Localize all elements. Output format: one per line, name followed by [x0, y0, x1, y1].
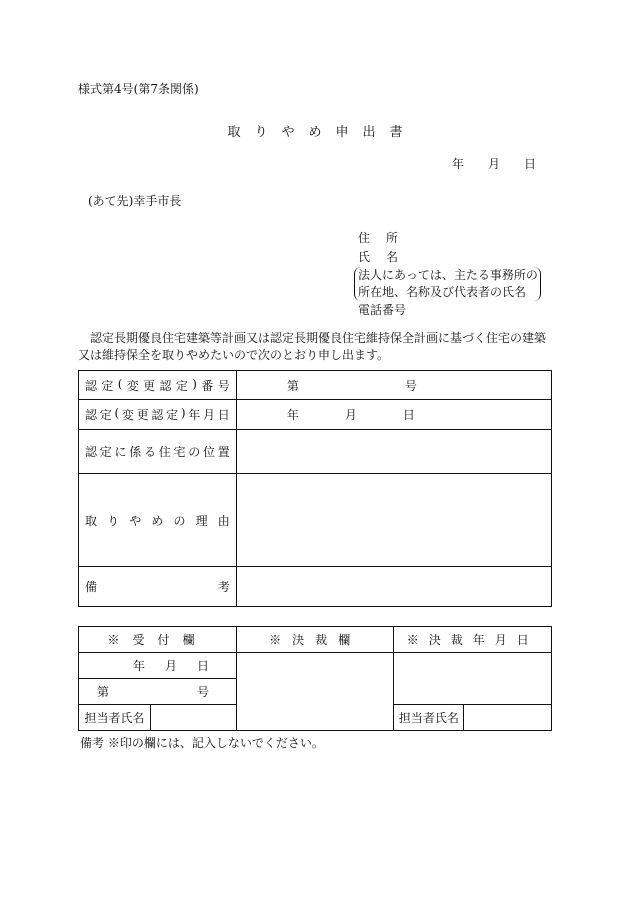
location-value[interactable] [236, 430, 551, 474]
form-number: 様式第4号(第7条関係) [78, 82, 199, 96]
decision-cell[interactable] [236, 653, 394, 731]
name-label-row: 氏 名 [358, 250, 398, 264]
footer-note: 備考 ※印の欄には、記入しないでください。 [80, 736, 324, 750]
table-row [79, 371, 552, 400]
submission-date [452, 155, 536, 172]
location-label: 認 定 に 係 る 住 宅 の 位 置 [79, 430, 237, 474]
reason-label: 取 り や め の 理 由 [79, 474, 237, 567]
date-month: 月 [487, 157, 500, 171]
phone-label: 電話番号 [358, 303, 407, 317]
address-label-row: 住 所 [358, 231, 398, 245]
reception-person-value[interactable] [150, 705, 236, 731]
cert-number-label: 認 定 ( 変 更 認 定 ) 番 号 [79, 371, 237, 400]
office-use-table [78, 626, 552, 731]
intro-text: 認定長期優良住宅建築等計画又は認定長期優良住宅維持保全計画に基づく住宅の建築又は維持保全を取りやめたいので次のとおり申し出ます。 [78, 331, 547, 362]
decision-date-header: ※決裁年月日 [394, 627, 552, 653]
decision-person-label: 担当者氏名 [394, 705, 464, 731]
reception-number[interactable]: 第 号 [79, 679, 237, 705]
remarks-label: 備 考 [79, 567, 237, 607]
cert-number-value[interactable]: 第 号 [236, 371, 551, 400]
reception-date[interactable]: 年 月 日 [79, 653, 237, 679]
table-row [79, 430, 552, 474]
decision-header: ※決裁欄 [236, 627, 394, 653]
corporate-note: 法人にあっては、主たる事務所の 所在地、名称及び代表者の氏名 [354, 267, 541, 301]
main-table [78, 370, 552, 607]
addressee: (あて先)幸手市長 [88, 194, 182, 208]
cert-date-label: 認 定 ( 変 更 認 定 ) 年 月 日 [79, 400, 237, 430]
remarks-value[interactable] [236, 567, 551, 607]
table-row [79, 474, 552, 567]
applicant-block [358, 229, 541, 320]
date-year: 年 [452, 157, 465, 171]
table-row [79, 653, 552, 679]
cert-date-value[interactable]: 年 月 日 [236, 400, 551, 430]
page-title: 取りやめ申出書 [227, 125, 417, 140]
reason-value[interactable] [236, 474, 551, 567]
decision-person-value[interactable] [464, 705, 552, 731]
reception-header: ※受付欄 [79, 627, 237, 653]
decision-date-cell[interactable] [394, 653, 552, 705]
date-day: 日 [523, 157, 536, 171]
table-row [79, 627, 552, 653]
reception-person-label: 担当者氏名 [79, 705, 151, 731]
table-row [79, 567, 552, 607]
table-row [79, 400, 552, 430]
